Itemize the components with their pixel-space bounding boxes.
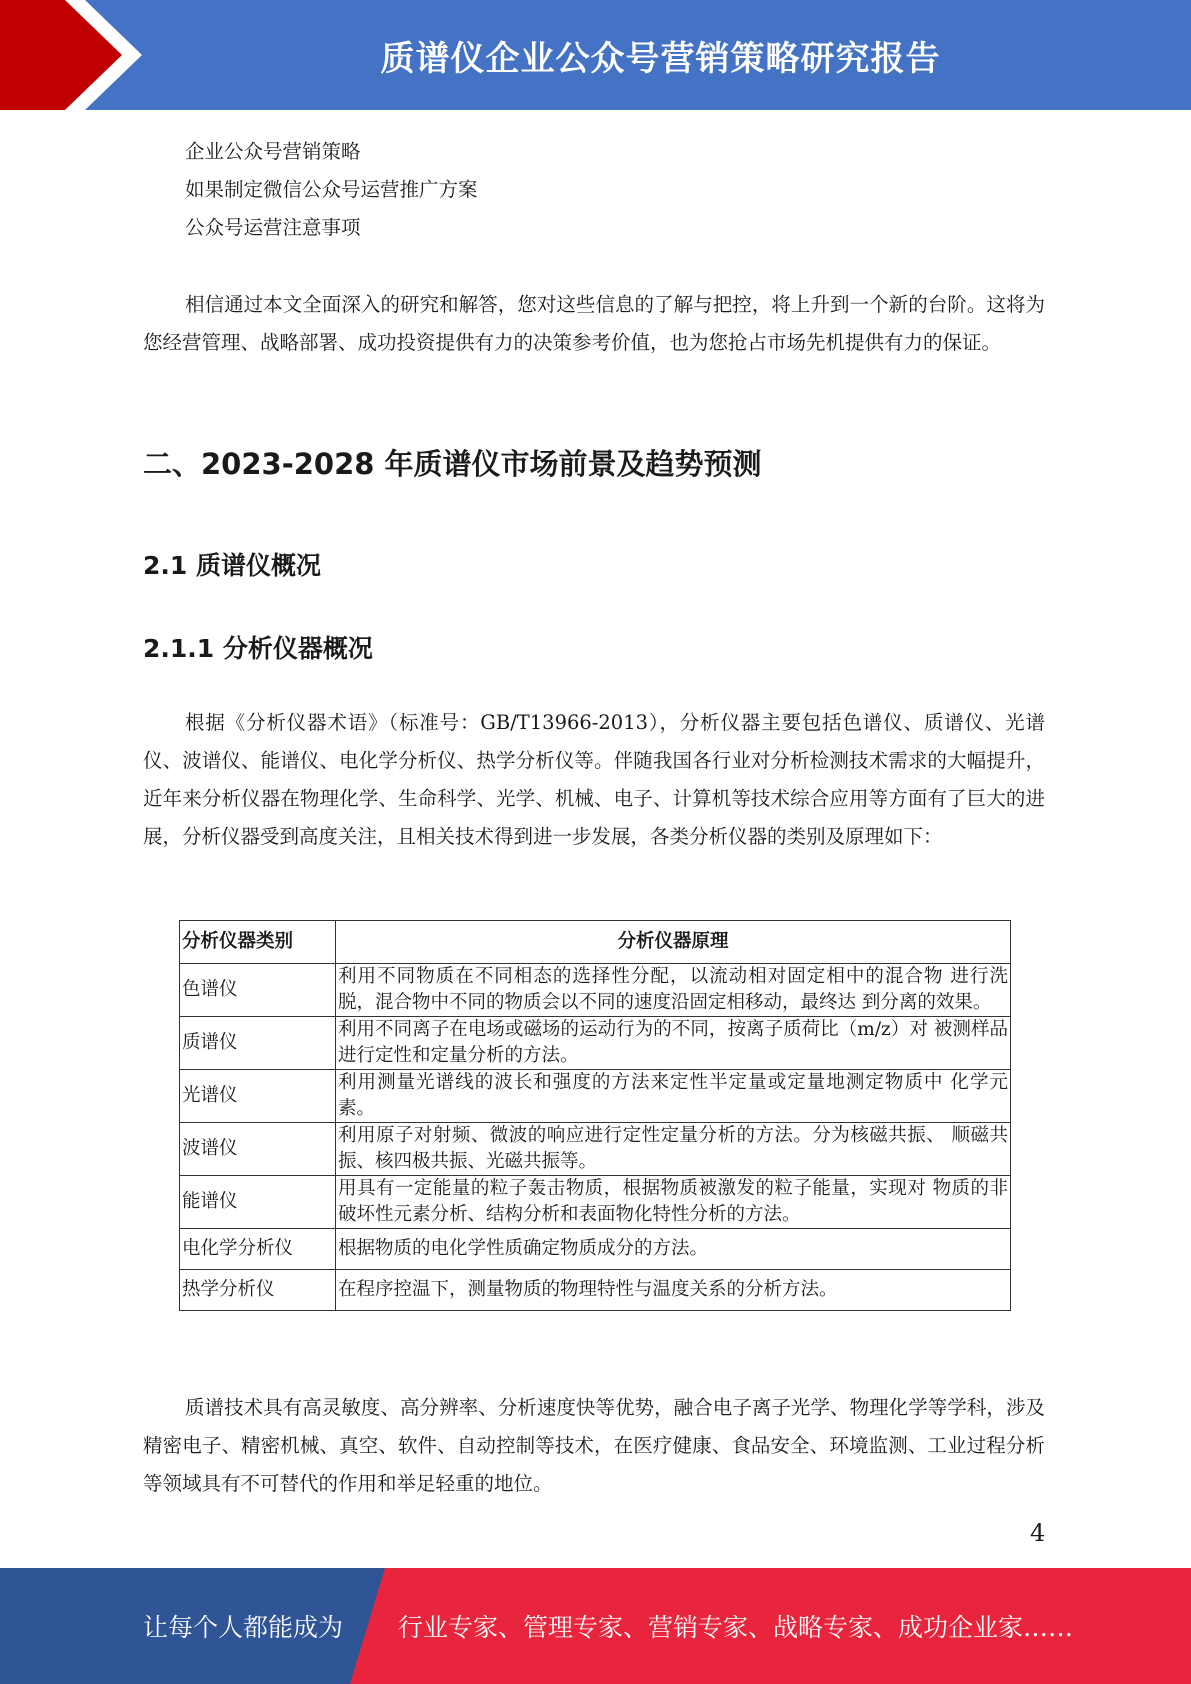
body-paragraph: 根据《分析仪器术语》（标准号：GB/T13966-2013），分析仪器主要包括色谱仪、质谱仪、光谱仪、波谱仪、能谱仪、电化学分析仪、热学分析仪等。伴随我国各行业对分析检测技术需求的大幅提升，近年来分析仪器在物理化学、生命科学、光学、机械、电子、计算机等技术综合应用等方面有了巨大的进展，分析仪器受到高度关注，且相关技术得到进一步发展，各类分析仪器的类别及原理如下：	[143, 711, 1045, 848]
footer-slogan-right: 行业专家、管理专家、营销专家、战略专家、成功企业家……	[398, 1613, 1074, 1642]
section-heading: 二、2023-2028 年质谱仪市场前景及趋势预测	[143, 447, 762, 481]
table-cell-category: 波谱仪	[180, 1123, 336, 1176]
table-cell-category: 光谱仪	[180, 1070, 336, 1123]
table-header-row	[180, 921, 1011, 964]
table-row	[180, 1070, 1011, 1123]
table-cell-principle: 利用测量光谱线的波长和强度的方法来定性半定量或定量地测定物质中 化学元素。	[336, 1070, 1011, 1123]
header-title: 质谱仪企业公众号营销策略研究报告	[380, 38, 941, 79]
table-cell-category: 色谱仪	[180, 964, 336, 1017]
table-row	[180, 964, 1011, 1017]
closing-paragraph: 质谱技术具有高灵敏度、高分辨率、分析速度快等优势，融合电子离子光学、物理化学等学科，涉及精密电子、精密机械、真空、软件、自动控制等技术，在医疗健康、食品安全、环境监测、工业过程分析等领域具有不可替代的作用和举足轻重的地位。	[143, 1396, 1045, 1495]
header-banner	[0, 0, 1191, 110]
table-cell-category: 电化学分析仪	[180, 1229, 336, 1270]
table-cell-principle: 利用原子对射频、微波的响应进行定性定量分析的方法。分为核磁共振、 顺磁共振、核四极共振、光磁共振等。	[336, 1123, 1011, 1176]
table-cell-principle: 根据物质的电化学性质确定物质成分的方法。	[336, 1229, 1011, 1270]
table-cell-principle: 用具有一定能量的粒子轰击物质，根据物质被激发的粒子能量，实现对 物质的非破坏性元素分析、结构分析和表面物化特性分析的方法。	[336, 1176, 1011, 1229]
table-row	[180, 1270, 1011, 1311]
table-cell-category: 质谱仪	[180, 1017, 336, 1070]
table-row	[180, 1017, 1011, 1070]
table-header-category: 分析仪器类别	[180, 921, 336, 964]
toc-item: 企业公众号营销策略	[185, 140, 361, 163]
intro-paragraph: 相信通过本文全面深入的研究和解答，您对这些信息的了解与把控，将上升到一个新的台阶。这将为您经营管理、战略部署、成功投资提供有力的决策参考价值，也为您抢占市场先机提供有力的保证。	[143, 293, 1045, 354]
subsubsection-heading: 2.1.1 分析仪器概况	[143, 634, 373, 663]
table-cell-category: 热学分析仪	[180, 1270, 336, 1311]
table-cell-category: 能谱仪	[180, 1176, 336, 1229]
table-cell-principle: 利用不同离子在电场或磁场的运动行为的不同，按离子质荷比（m/z）对 被测样品进行定性和定量分析的方法。	[336, 1017, 1011, 1070]
subsection-heading: 2.1 质谱仪概况	[143, 551, 321, 580]
table-row	[180, 1176, 1011, 1229]
table-cell-principle: 利用不同物质在不同相态的选择性分配，以流动相对固定相中的混合物 进行洗脱，混合物中不同的物质会以不同的速度沿固定相移动，最终达 到分离的效果。	[336, 964, 1011, 1017]
page-number: 4	[1030, 1519, 1046, 1547]
table-header-principle: 分析仪器原理	[336, 921, 1011, 964]
footer-banner	[0, 1568, 1191, 1684]
toc-item: 如果制定微信公众号运营推广方案	[185, 178, 478, 201]
footer-slogan-left: 让每个人都能成为	[143, 1613, 344, 1642]
table-row	[180, 1229, 1011, 1270]
table-row	[180, 1123, 1011, 1176]
toc-item: 公众号运营注意事项	[185, 216, 361, 239]
table-cell-principle: 在程序控温下，测量物质的物理特性与温度关系的分析方法。	[336, 1270, 1011, 1311]
instrument-table	[179, 920, 1011, 1311]
